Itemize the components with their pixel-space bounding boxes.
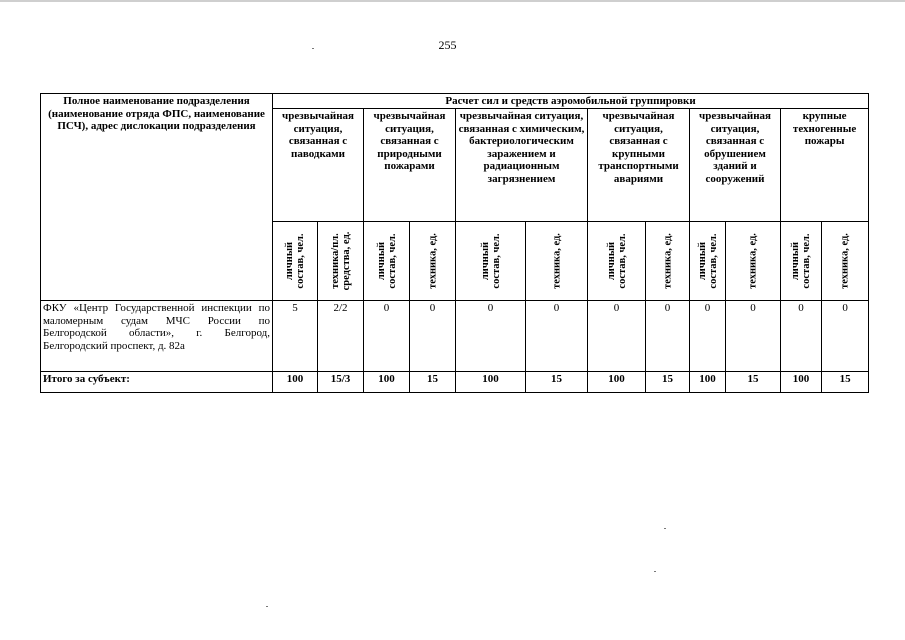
value-cell: 0 (456, 301, 526, 372)
total-label: Итого за субъект: (41, 372, 273, 393)
total-value-cell: 15 (726, 372, 781, 393)
value-cell: 0 (364, 301, 410, 372)
value-cell: 0 (726, 301, 781, 372)
name-column-header: Полное наименование подразделения (наименование отряда ФПС, наименование ПСЧ), адрес дислокации подразделения (41, 94, 273, 301)
subheader-cell (364, 222, 410, 301)
total-value-cell: 15 (646, 372, 690, 393)
scan-speck (664, 528, 666, 529)
value-cell: 0 (646, 301, 690, 372)
total-value-cell: 100 (588, 372, 646, 393)
table-row (41, 301, 869, 372)
total-value-cell: 15 (822, 372, 869, 393)
total-value-cell: 15 (526, 372, 588, 393)
category-header-wildfires: чрезвычайная ситуация, связанная с природными пожарами (364, 109, 456, 222)
subheader-personnel: личный состав, чел. (790, 233, 812, 289)
scan-speck (266, 606, 268, 607)
category-header-chemical: чрезвычайная ситуация, связанная с химическим, бактериологическим заражением и радиационным загрязнением (456, 109, 588, 222)
scan-speck (312, 48, 314, 49)
subheader-cell (318, 222, 364, 301)
total-value-cell: 100 (690, 372, 726, 393)
subheader-equipment: техника, ед. (551, 233, 562, 289)
subheader-cell (273, 222, 318, 301)
value-cell: 2/2 (318, 301, 364, 372)
unit-name-cell: ФКУ «Центр Государственной инспекции по маломерным судам МЧС России по Белгородской области», г. Белгород, Белгородский проспект, д. 82а (41, 301, 273, 372)
subheader-cell (456, 222, 526, 301)
value-cell: 0 (588, 301, 646, 372)
group-header: Расчет сил и средств аэромобильной группировки (273, 94, 869, 109)
value-cell: 0 (690, 301, 726, 372)
category-header-fires: крупные техногенные пожары (781, 109, 869, 222)
category-header-transport: чрезвычайная ситуация, связанная с крупными транспортными авариями (588, 109, 690, 222)
subheader-cell (690, 222, 726, 301)
subheader-cell (822, 222, 869, 301)
total-value-cell: 100 (273, 372, 318, 393)
subheader-cell (588, 222, 646, 301)
subheader-cell (410, 222, 456, 301)
subheader-personnel: личный состав, чел. (605, 233, 628, 289)
subheader-cell (781, 222, 822, 301)
value-cell: 0 (410, 301, 456, 372)
subheader-personnel: личный состав, чел. (375, 233, 398, 289)
subheader-equipment: техника, ед. (662, 233, 673, 289)
subheader-cell (646, 222, 690, 301)
total-row (41, 372, 869, 393)
value-cell: 0 (526, 301, 588, 372)
category-header-floods: чрезвычайная ситуация, связанная с паводками (273, 109, 364, 222)
value-cell: 0 (822, 301, 869, 372)
category-header-collapse: чрезвычайная ситуация, связанная с обрушением зданий и сооружений (690, 109, 781, 222)
subheader-personnel: личный состав, чел. (479, 233, 502, 289)
subheader-personnel: личный состав, чел. (284, 233, 306, 289)
value-cell: 5 (273, 301, 318, 372)
subheader-equipment: техника, ед. (747, 233, 759, 289)
total-value-cell: 100 (456, 372, 526, 393)
total-value-cell: 100 (364, 372, 410, 393)
page-number: 255 (438, 38, 457, 52)
total-value-cell: 100 (781, 372, 822, 393)
subheader-personnel: личный состав, чел. (696, 233, 719, 289)
scan-speck (654, 571, 656, 572)
subheader-cell (526, 222, 588, 301)
subheader-equipment: техника, ед. (839, 233, 851, 289)
total-value-cell: 15/3 (318, 372, 364, 393)
subheader-cell (726, 222, 781, 301)
subheader-equipment: техника/пл. средства, ед. (329, 231, 352, 291)
header-row-group (41, 94, 869, 109)
total-value-cell: 15 (410, 372, 456, 393)
subheader-equipment: техника, ед. (427, 233, 438, 289)
value-cell: 0 (781, 301, 822, 372)
aeromobile-group-table (40, 93, 869, 393)
scan-top-border (0, 0, 905, 2)
